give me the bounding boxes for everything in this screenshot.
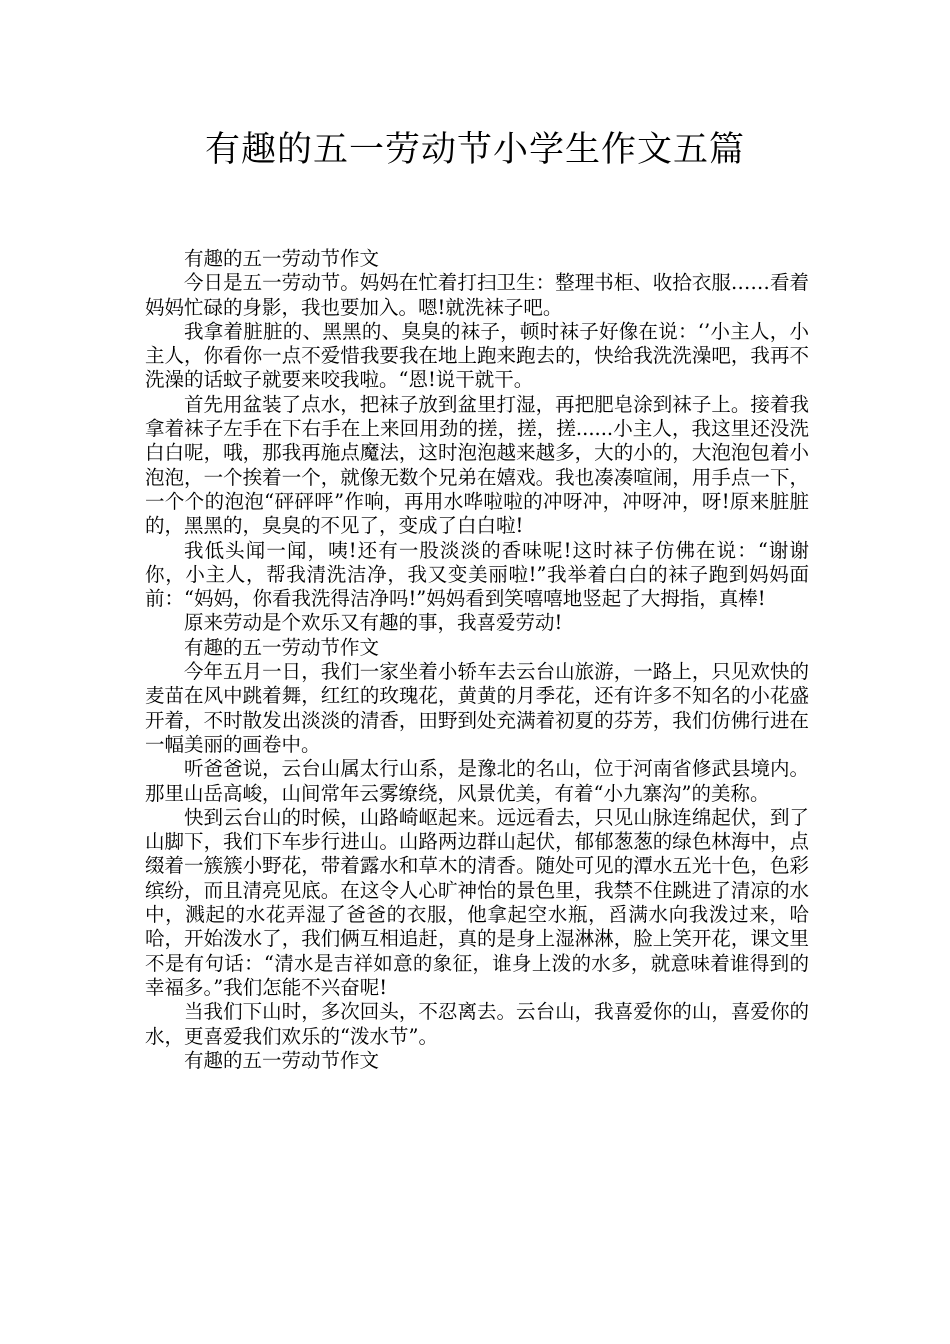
paragraph: 我拿着脏脏的、黑黑的、臭臭的袜子，顿时袜子好像在说：‘’小主人，小主人，你看你一点不爱惜我要我在地上跑来跑去的，快给我洗洗澡吧，我再不洗澡的话蚊子就要来咬我啦。“恩!说干就干。 bbox=[145, 319, 809, 392]
paragraph: 快到云台山的时候，山路崎岖起来。远远看去，只见山脉连绵起伏，到了山脚下，我们下车步行进山。山路两边群山起伏，郁郁葱葱的绿色林海中，点缀着一簇簇小野花，带着露水和草木的清香。随处可见的潭水五光十色，色彩缤纷，而且清亮见底。在这令人心旷神怡的景色里，我禁不住跳进了清凉的水中，溅起的水花弄湿了爸爸的衣服，他拿起空水瓶，舀满水向我泼过来，哈哈，开始泼水了，我们俩互相追赶，真的是身上湿淋淋，脸上笑开花，课文里不是有句话：“清水是吉祥如意的象征，谁身上泼的水多，就意味着谁得到的幸福多。”我们怎能不兴奋呢! bbox=[145, 805, 809, 999]
document-title: 有趣的五一劳动节小学生作文五篇 bbox=[204, 130, 745, 170]
essay-heading: 有趣的五一劳动节作文 bbox=[184, 635, 380, 659]
document-body bbox=[145, 247, 809, 1073]
essay-heading: 有趣的五一劳动节作文 bbox=[184, 247, 380, 270]
paragraph: 当我们下山时，多次回头，不忍离去。云台山，我喜爱你的山，喜爱你的水，更喜爱我们欢乐的“泼水节”。 bbox=[145, 1000, 809, 1048]
paragraph: 听爸爸说，云台山属太行山系，是豫北的名山，位于河南省修武县境内。那里山岳高峻，山间常年云雾缭绕，风景优美，有着“小九寨沟”的美称。 bbox=[145, 757, 809, 805]
paragraph: 我低头闻一闻，咦!还有一股淡淡的香味呢!这时袜子仿佛在说：“谢谢你，小主人，帮我清洗洁净，我又变美丽啦!”我举着白白的袜子跑到妈妈面前：“妈妈，你看我洗得洁净吗!”妈妈看到笑嘻嘻地竖起了大拇指，真棒! bbox=[145, 538, 809, 611]
essay-heading: 有趣的五一劳动节作文 bbox=[184, 1048, 380, 1072]
paragraph: 今日是五一劳动节。妈妈在忙着打扫卫生：整理书柜、收拾衣服……看着妈妈忙碌的身影，我也要加入。嗯!就洗袜子吧。 bbox=[145, 271, 809, 319]
paragraph: 首先用盆装了点水，把袜子放到盆里打湿，再把肥皂涂到袜子上。接着我拿着袜子左手在下右手在上来回用劲的搓，搓，搓......小主人，我这里还没洗白白呢，哦，那我再施点魔法，这时泡泡越来越多，大的小的，大泡泡包着小泡泡，一个挨着一个，就像无数个兄弟在嬉戏。我也凑凑喧闹，用手点一下，一个个的泡泡“砰砰呯”作响，再用水哗啦啦的冲呀冲，冲呀冲，呀!原来脏脏的，黑黑的，臭臭的不见了，变成了白白啦! bbox=[145, 392, 809, 538]
paragraph: 今年五月一日，我们一家坐着小轿车去云台山旅游，一路上，只见欢快的麦苗在风中跳着舞，红红的玫瑰花，黄黄的月季花，还有许多不知名的小花盛开着，不时散发出淡淡的清香，田野到处充满着初夏的芬芳，我们仿佛行进在一幅美丽的画卷中。 bbox=[145, 660, 809, 756]
paragraph: 原来劳动是个欢乐又有趣的事，我喜爱劳动! bbox=[184, 611, 563, 635]
